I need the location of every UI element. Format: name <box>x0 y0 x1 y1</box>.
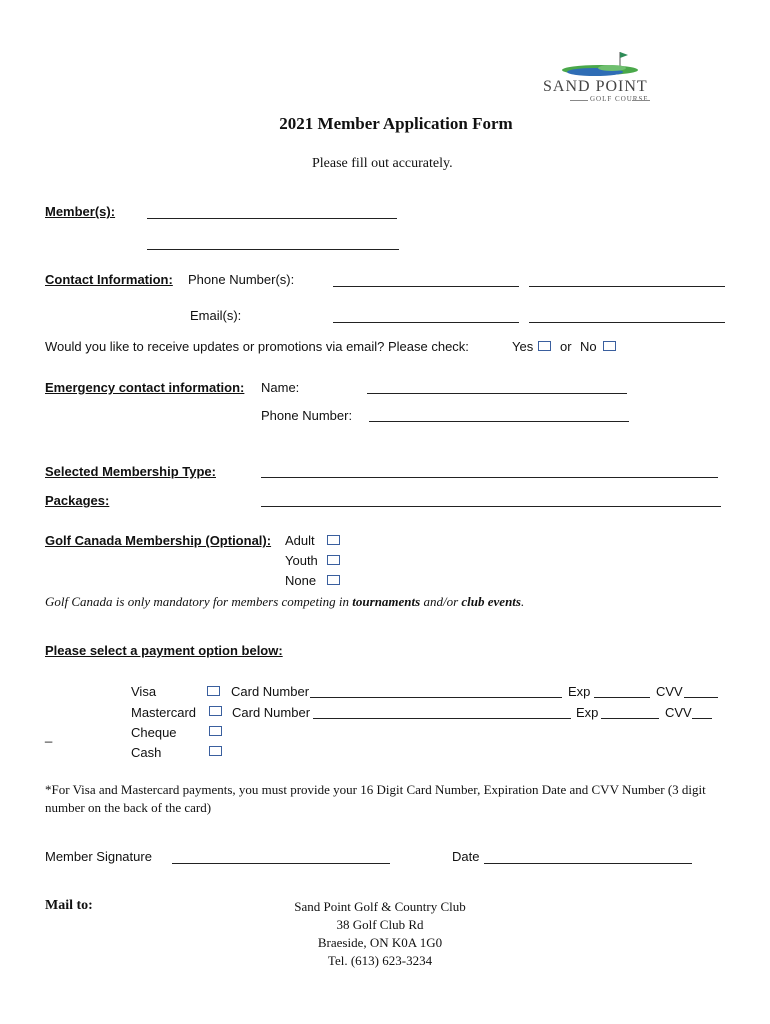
member-signature-line[interactable] <box>172 863 390 864</box>
mail-to-label: Mail to: <box>45 898 93 913</box>
golf-canada-note <box>45 594 524 610</box>
page-subtitle: Please fill out accurately. <box>312 156 453 171</box>
member-signature-label: Member Signature <box>45 849 152 864</box>
membership-type-line[interactable] <box>261 477 718 478</box>
mastercard-cvv-line[interactable] <box>692 718 712 719</box>
mail-line-club: Sand Point Golf & Country Club <box>294 899 466 914</box>
payment-dash: _ <box>45 728 53 743</box>
mastercard-card-number-line[interactable] <box>313 718 571 719</box>
visa-exp-label: Exp <box>568 684 591 699</box>
updates-no-label: No <box>580 339 597 354</box>
contact-label: Contact Information: <box>45 272 173 287</box>
date-label: Date <box>452 849 480 864</box>
visa-checkbox[interactable] <box>207 686 220 696</box>
mail-line-city: Braeside, ON K0A 1G0 <box>317 935 443 950</box>
phone-label: Phone Number(s): <box>188 272 295 287</box>
mail-address <box>230 898 530 970</box>
visa-cvv-line[interactable] <box>684 697 718 698</box>
payment-label: Please select a payment option below: <box>45 643 283 658</box>
mail-line-street: 38 Golf Club Rd <box>336 917 424 932</box>
visa-label: Visa <box>131 684 157 699</box>
mail-line-phone: Tel. (613) 623-3234 <box>327 953 433 968</box>
updates-no-checkbox[interactable] <box>603 341 616 351</box>
cheque-label: Cheque <box>131 725 177 740</box>
email-label: Email(s): <box>190 308 242 323</box>
phone-line-1[interactable] <box>333 286 519 287</box>
logo-name: SAND POINT <box>543 78 648 95</box>
cash-label: Cash <box>131 745 162 760</box>
mastercard-label: Mastercard <box>131 705 197 720</box>
golf-canada-youth-label: Youth <box>285 553 318 568</box>
membership-type-label: Selected Membership Type: <box>45 464 216 479</box>
updates-yes-checkbox[interactable] <box>538 341 551 351</box>
email-line-1[interactable] <box>333 322 519 323</box>
updates-or-label: or <box>560 339 572 354</box>
logo-subtitle: GOLF COURSE <box>590 95 649 103</box>
logo-divider-right <box>632 100 650 101</box>
packages-line[interactable] <box>261 506 721 507</box>
golf-canada-note-club-events: club events <box>461 594 521 609</box>
updates-question: Would you like to receive updates or promotions via email? Please check: <box>45 339 469 354</box>
email-line-2[interactable] <box>529 322 725 323</box>
mastercard-exp-line[interactable] <box>601 718 659 719</box>
cash-checkbox[interactable] <box>209 746 222 756</box>
packages-label: Packages: <box>45 493 110 508</box>
golf-canada-none-label: None <box>285 573 317 588</box>
golf-canada-note-prefix: Golf Canada is only mandatory for members competing in <box>45 594 353 609</box>
emergency-name-label: Name: <box>261 380 300 395</box>
visa-card-number-line[interactable] <box>310 697 562 698</box>
mastercard-card-number-label: Card Number <box>232 705 311 720</box>
mastercard-exp-label: Exp <box>576 705 599 720</box>
golf-canada-label: Golf Canada Membership (Optional): <box>45 533 272 548</box>
emergency-name-line[interactable] <box>367 393 627 394</box>
date-line[interactable] <box>484 863 692 864</box>
emergency-phone-line[interactable] <box>369 421 629 422</box>
golf-canada-none-checkbox[interactable] <box>327 575 340 585</box>
payment-note: *For Visa and Mastercard payments, you must provide your 16 Digit Card Number, Expiration Date and CVV Number (3 digit number on the back of the card) <box>45 782 706 815</box>
emergency-label: Emergency contact information: <box>45 380 245 395</box>
golf-canada-youth-checkbox[interactable] <box>327 555 340 565</box>
mastercard-cvv-label: CVV <box>665 705 692 720</box>
page-title: 2021 Member Application Form <box>279 114 513 133</box>
emergency-phone-label: Phone Number: <box>261 408 353 423</box>
member-line-2[interactable] <box>147 249 399 250</box>
golf-course-logo-icon <box>540 48 660 82</box>
sand-point-logo <box>540 48 660 106</box>
mastercard-checkbox[interactable] <box>209 706 222 716</box>
golf-canada-note-tournaments: tournaments <box>352 594 421 609</box>
member-line-1[interactable] <box>147 218 397 219</box>
phone-line-2[interactable] <box>529 286 725 287</box>
visa-card-number-label: Card Number <box>231 684 310 699</box>
golf-canada-adult-label: Adult <box>285 533 315 548</box>
logo-divider-left <box>570 100 588 101</box>
updates-yes-label: Yes <box>512 339 534 354</box>
visa-exp-line[interactable] <box>594 697 650 698</box>
cheque-checkbox[interactable] <box>209 726 222 736</box>
golf-canada-note-suffix: . <box>520 594 525 609</box>
golf-canada-note-mid: and/or <box>420 594 462 609</box>
members-label: Member(s): <box>45 204 116 219</box>
golf-canada-adult-checkbox[interactable] <box>327 535 340 545</box>
visa-cvv-label: CVV <box>656 684 683 699</box>
